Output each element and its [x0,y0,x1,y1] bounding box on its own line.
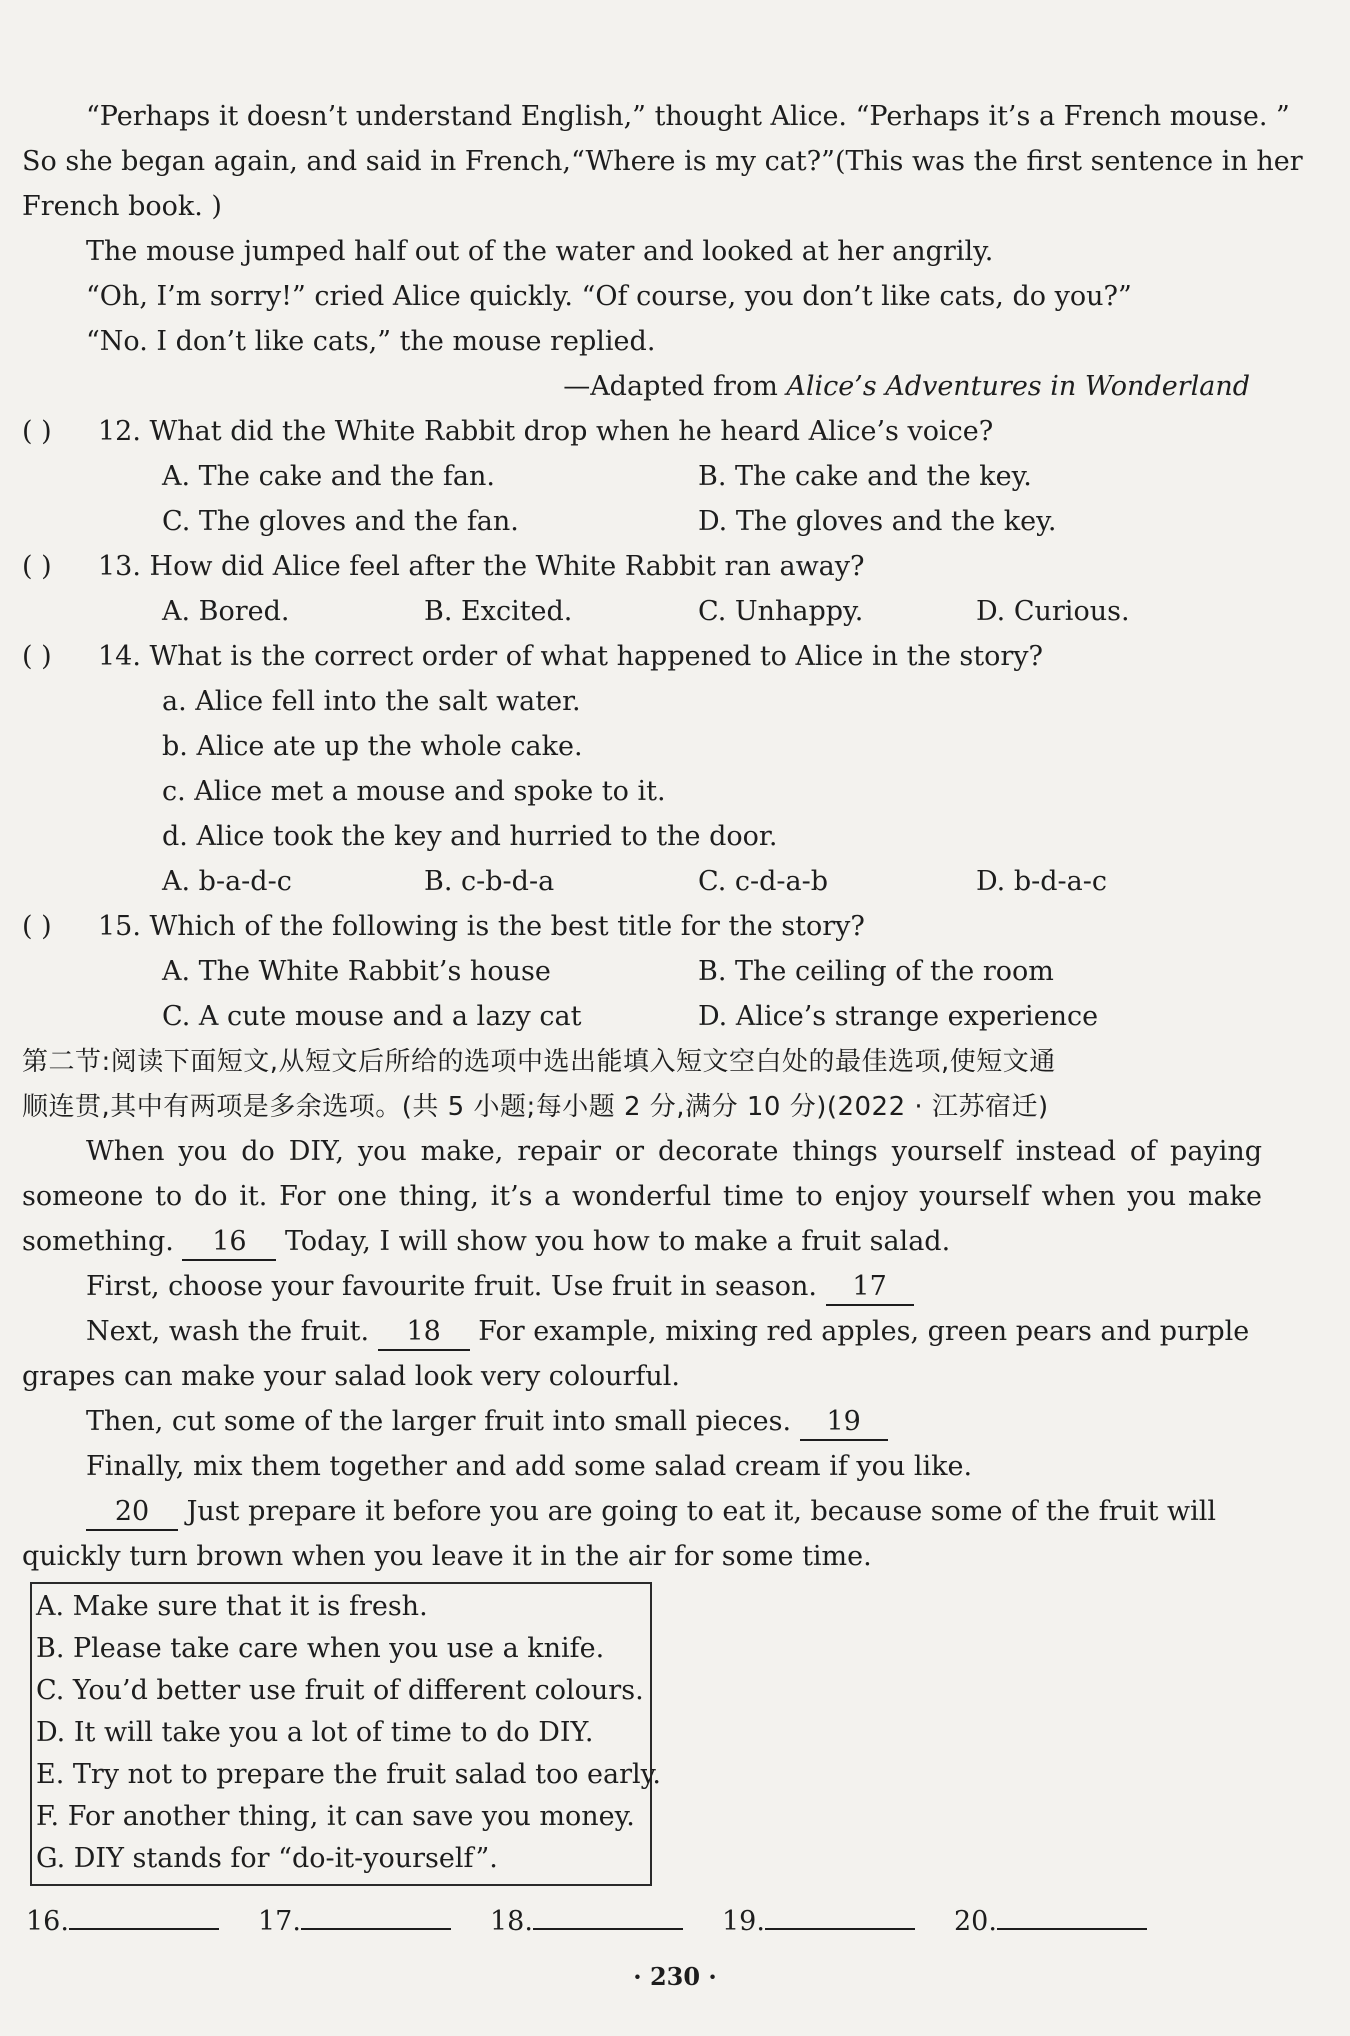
event-item: c. Alice met a mouse and spoke to it. [162,776,666,807]
passage-text: Today, I will show you how to make a fruit salad. [285,1226,951,1257]
passage-line [86,1270,914,1306]
answer-bracket[interactable]: ( ) [22,911,52,942]
story-line: “Perhaps it doesn’t understand English,” thought Alice. “Perhaps it’s a French mouse. ” [86,101,1290,132]
box-option-c: C. You’d better use fruit of different colours. [36,1675,644,1706]
story-line: French book. ) [22,191,222,222]
blank-17[interactable]: 17 [826,1270,914,1306]
question-text: 14. What is the correct order of what happened to Alice in the story? [98,641,1043,672]
story-line: “No. I don’t like cats,” the mouse replied. [86,326,656,357]
passage-line: grapes can make your salad look very colourful. [22,1361,680,1392]
box-option-e: E. Try not to prepare the fruit salad too early. [36,1759,661,1790]
passage-line: When you do DIY, you make, repair or decorate things yourself instead of paying [86,1136,1262,1167]
answer-bracket[interactable]: ( ) [22,551,52,582]
answer-line[interactable] [765,1902,915,1930]
options-box [30,1582,661,1886]
blank-16[interactable]: 16 [182,1225,276,1261]
box-option-d: D. It will take you a lot of time to do DIY. [36,1717,594,1748]
answer-label: 16. [26,1906,69,1937]
passage-text: Next, wash the fruit. [86,1316,370,1347]
answer-label: 17. [258,1906,301,1937]
option-a: A. The cake and the fan. [162,461,495,492]
story-source [563,370,1250,404]
option-b: B. c-b-d-a [424,866,555,897]
answer-bracket[interactable]: ( ) [22,641,52,672]
passage-text: For example, mixing red apples, green pears and purple [478,1316,1250,1347]
option-b: B. The ceiling of the room [698,956,1054,987]
answer-line[interactable] [533,1902,683,1930]
option-a: A. The White Rabbit’s house [162,956,551,987]
passage-text: something. [22,1226,174,1257]
question-text: 13. How did Alice feel after the White Rabbit ran away? [98,551,865,582]
answer-slot-18 [490,1902,683,1939]
box-option-b: B. Please take care when you use a knife. [36,1633,605,1664]
box-option-f: F. For another thing, it can save you money. [36,1801,635,1832]
source-title: Alice’s Adventures in Wonderland [786,371,1250,402]
answer-slot-16 [26,1902,219,1939]
option-d: D. b-d-a-c [976,866,1108,897]
answer-label: 19. [722,1906,765,1937]
blank-20[interactable]: 20 [86,1495,178,1531]
passage-line [22,1225,950,1261]
question-14 [0,640,1350,674]
answer-slot-20 [954,1902,1147,1939]
question-13 [0,550,1350,584]
answer-label: 20. [954,1906,997,1937]
answer-label: 18. [490,1906,533,1937]
blank-19[interactable]: 19 [800,1405,888,1441]
answer-line[interactable] [997,1902,1147,1930]
question-text: 15. Which of the following is the best title for the story? [98,911,865,942]
option-a: A. b-a-d-c [162,866,292,897]
passage-text: First, choose your favourite fruit. Use fruit in season. [86,1271,818,1302]
question-12 [0,415,1350,449]
option-c: C. A cute mouse and a lazy cat [162,1001,582,1032]
passage-line: quickly turn brown when you leave it in the air for some time. [22,1541,872,1572]
event-item: a. Alice fell into the salt water. [162,686,581,717]
passage-line: someone to do it. For one thing, it’s a wonderful time to enjoy yourself when you make [22,1181,1262,1212]
section-instructions: 第二节:阅读下面短文,从短文后所给的选项中选出能填入短文空白处的最佳选项,使短文通 [22,1047,1056,1077]
answer-line[interactable] [69,1902,219,1930]
story-line: So she began again, and said in French,“Where is my cat?”(This was the first sentence in her [22,146,1303,177]
passage-line [86,1405,888,1441]
option-c: C. Unhappy. [698,596,864,627]
option-d: D. The gloves and the key. [698,506,1057,537]
event-item: b. Alice ate up the whole cake. [162,731,583,762]
option-b: B. The cake and the key. [698,461,1032,492]
answer-slot-17 [258,1902,451,1939]
answer-line[interactable] [301,1902,451,1930]
option-c: C. c-d-a-b [698,866,829,897]
passage-text: Then, cut some of the larger fruit into small pieces. [86,1406,792,1437]
option-d: D. Alice’s strange experience [698,1001,1099,1032]
option-a: A. Bored. [162,596,290,627]
passage-line [86,1495,1262,1531]
blank-18[interactable]: 18 [378,1315,470,1351]
source-prefix: —Adapted from [563,371,787,402]
answer-slot-19 [722,1902,915,1939]
story-line: The mouse jumped half out of the water and looked at her angrily. [86,236,994,267]
passage-line: Finally, mix them together and add some salad cream if you like. [86,1451,973,1482]
box-option-g: G. DIY stands for “do-it-yourself”. [36,1843,498,1874]
story-line: “Oh, I’m sorry!” cried Alice quickly. “Of course, you don’t like cats, do you?” [86,281,1132,312]
event-item: d. Alice took the key and hurried to the door. [162,821,778,852]
passage-line [86,1315,1262,1351]
page-number: · 230 · [633,1962,717,1991]
section-instructions: 顺连贯,其中有两项是多余选项。(共 5 小题;每小题 2 分,满分 10 分)(2022 · 江苏宿迁) [22,1092,1049,1122]
passage-text: Just prepare it before you are going to eat it, because some of the fruit will [186,1496,1217,1527]
question-15 [0,910,1350,944]
question-text: 12. What did the White Rabbit drop when he heard Alice’s voice? [98,416,994,447]
option-c: C. The gloves and the fan. [162,506,519,537]
option-d: D. Curious. [976,596,1130,627]
answer-bracket[interactable]: ( ) [22,416,52,447]
option-b: B. Excited. [424,596,573,627]
box-option-a: A. Make sure that it is fresh. [36,1591,428,1622]
